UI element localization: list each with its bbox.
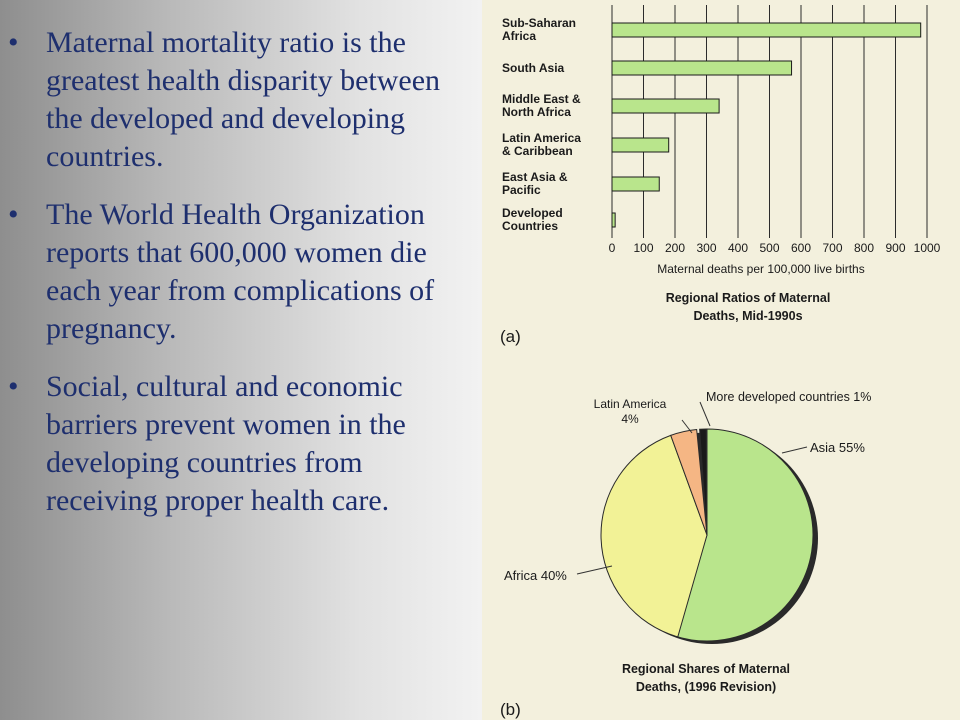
- x-tick-label: 600: [790, 241, 812, 255]
- bullet-text: Social, cultural and economic barriers prevent women in the developing countries from receiving proper health care.: [46, 370, 406, 517]
- bullet-text: The World Health Organization reports that 600,000 women die each year from complications of pregnancy.: [46, 198, 435, 345]
- category-label: South Asia: [502, 61, 565, 75]
- x-tick-label: 100: [633, 241, 654, 255]
- pie-chart-title-line-2: Deaths, (1996 Revision): [635, 680, 777, 694]
- category-label: Middle East &: [502, 92, 581, 106]
- bullet-symbol: •: [8, 198, 19, 231]
- x-tick-label: 700: [822, 241, 843, 255]
- bar: [612, 213, 615, 227]
- pie-label-latin-america-line-1: Latin America: [593, 397, 667, 411]
- x-tick-label: 1000: [913, 241, 941, 255]
- bullet-list: [0, 24, 470, 540]
- bar-chart-tick-labels: [609, 241, 941, 255]
- figure-panel: [482, 0, 960, 720]
- pie-chart-slices: [601, 429, 813, 641]
- bar-chart: [482, 0, 960, 360]
- bullet-item: [0, 24, 470, 176]
- category-label: Latin America: [502, 131, 581, 145]
- category-label: & Caribbean: [502, 144, 573, 158]
- bar-chart-bars: [612, 23, 921, 227]
- bar: [612, 138, 669, 152]
- bar-chart-category-labels: [502, 16, 581, 233]
- x-tick-label: 800: [853, 241, 875, 255]
- pie-chart-panel-label: (b): [500, 700, 521, 719]
- bullet-symbol: •: [8, 370, 19, 403]
- bar: [612, 177, 659, 191]
- category-label: Pacific: [502, 183, 541, 197]
- bar-chart-grid: [612, 5, 927, 238]
- x-tick-label: 300: [696, 241, 717, 255]
- x-tick-label: 900: [885, 241, 906, 255]
- x-tick-label: 0: [608, 241, 616, 255]
- category-label: Countries: [502, 219, 559, 233]
- pie-chart: [482, 360, 960, 720]
- bar-chart-title-line-1: Regional Ratios of Maternal: [665, 291, 831, 305]
- category-label: East Asia &: [502, 170, 568, 184]
- bar: [612, 61, 792, 75]
- bullet-item: [0, 196, 470, 348]
- pie-label-more-developed: More developed countries 1%: [706, 390, 872, 404]
- bar-chart-title-line-2: Deaths, Mid-1990s: [693, 309, 803, 323]
- pie-label-latin-america-line-2: 4%: [621, 412, 639, 426]
- pie-label-africa: Africa 40%: [504, 568, 567, 583]
- category-label: Sub-Saharan: [502, 16, 577, 30]
- bar: [612, 23, 921, 37]
- x-tick-label: 200: [664, 241, 686, 255]
- category-label: Developed: [502, 206, 563, 220]
- category-label: North Africa: [502, 105, 571, 119]
- pie-label-asia: Asia 55%: [810, 440, 865, 455]
- category-label: Africa: [502, 29, 537, 43]
- bullet-symbol: •: [8, 26, 19, 59]
- bar: [612, 99, 719, 113]
- x-tick-label: 500: [759, 241, 780, 255]
- bullet-item: [0, 368, 470, 520]
- pie-chart-title-line-1: Regional Shares of Maternal: [621, 662, 791, 676]
- bar-chart-panel-label: (a): [500, 327, 521, 346]
- x-tick-label: 400: [727, 241, 749, 255]
- bullet-text: Maternal mortality ratio is the greatest health disparity between the developed and developing countries.: [46, 26, 441, 173]
- bar-chart-x-axis-label: Maternal deaths per 100,000 live births: [657, 262, 865, 276]
